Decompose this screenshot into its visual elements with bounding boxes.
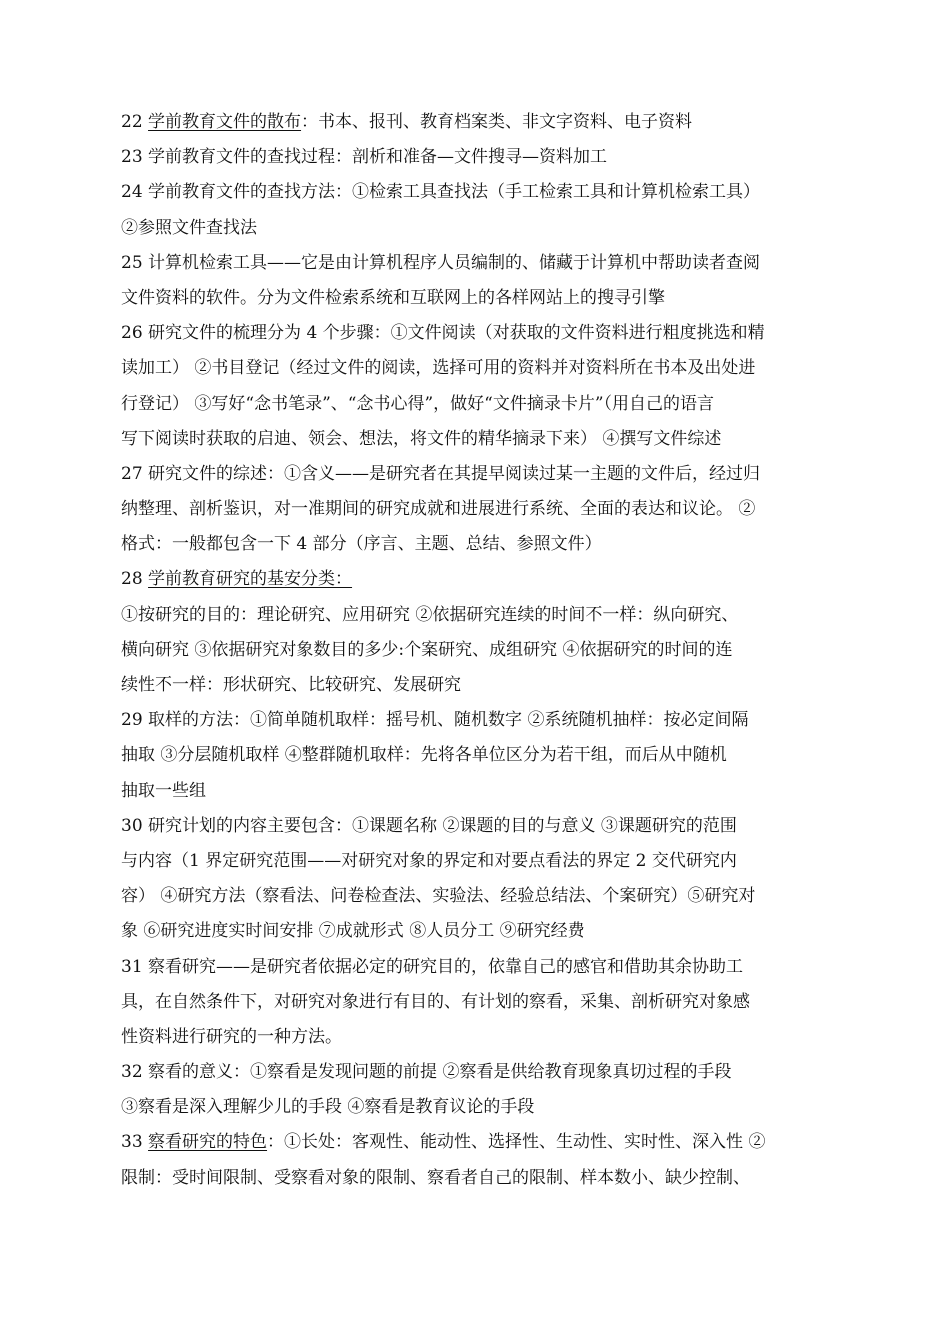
text-run: 横向研究 ③依据研究对象数目的多少:个案研究、成组研究 ④依据研究的时间的连 (121, 639, 733, 660)
text-line (121, 422, 833, 457)
text-line (121, 492, 833, 527)
text-line (121, 316, 833, 351)
text-run: 行登记） ③写好“念书笔录”、“念书心得”，做好“文件摘录卡片”（用自己的语言 (121, 393, 715, 414)
text-line (121, 809, 833, 844)
text-line (121, 457, 833, 492)
text-line (121, 844, 833, 879)
text-run: 22 (121, 112, 149, 132)
text-line (121, 281, 833, 316)
text-run: ③察看是深入理解少儿的手段 ④察看是教育议论的手段 (121, 1097, 535, 1118)
text-line (121, 1020, 833, 1055)
text-run: 28 (121, 569, 149, 590)
text-line (121, 1161, 833, 1196)
text-run: ：书本、报刊、教育档案类、非文字资料、电子资料 (301, 112, 693, 132)
text-line (121, 879, 833, 914)
text-line (121, 1125, 833, 1160)
text-run: 与内容（1 界定研究范围——对研究对象的界定和对要点看法的界定 2 交代研究内 (121, 850, 737, 871)
text-run: 27 研究文件的综述：①含义——是研究者在其提早阅读过某一主题的文件后，经过归 (121, 463, 761, 484)
text-line (121, 211, 833, 246)
text-line (121, 105, 833, 140)
text-line (121, 527, 833, 562)
text-line (121, 351, 833, 386)
text-line (121, 598, 833, 633)
text-run: 抽取 ③分层随机取样 ④整群随机取样：先将各单位区分为若干组，而后从中随机 (121, 745, 727, 766)
text-run: 26 研究文件的梳理分为 4 个步骤：①文件阅读（对获取的文件资料进行粗度挑选和精 (121, 323, 765, 344)
text-line (121, 387, 833, 422)
underlined-heading: 学前教育文件的散布 (148, 112, 302, 132)
underlined-heading: 学前教育研究的基安分类： (148, 569, 353, 590)
underlined-heading: 察看研究的特色 (148, 1132, 268, 1153)
text-line (121, 774, 833, 809)
text-run: 纳整理、剖析鉴识，对一准期间的研究成就和进展进行系统、全面的表达和议论。 ② (121, 499, 756, 520)
text-run: 30 研究计划的内容主要包含：①课题名称 ②课题的目的与意义 ③课题研究的范围 (121, 815, 737, 836)
text-run: 23 学前教育文件的查找过程：剖析和准备—文件搜寻—资料加工 (121, 147, 608, 168)
text-line (121, 1090, 833, 1125)
text-run: 31 察看研究——是研究者依据必定的研究目的，依靠自己的感官和借助其余协助工 (121, 956, 744, 977)
text-line (121, 703, 833, 738)
text-run: 读加工） ②书目登记（经过文件的阅读，选择可用的资料并对资料所在书本及出处进 (121, 358, 756, 379)
text-line (121, 562, 833, 597)
text-run: ②参照文件查找法 (121, 217, 257, 238)
text-run: 容） ④研究方法（察看法、问卷检查法、实验法、经验总结法、个案研究）⑤研究对 (121, 886, 756, 907)
text-line (121, 985, 833, 1020)
text-run: 续性不一样：形状研究、比较研究、发展研究 (121, 675, 461, 695)
text-line (121, 140, 833, 175)
text-line (121, 175, 833, 210)
text-run: 32 察看的意义：①察看是发现问题的前提 ②察看是供给教育现象真切过程的手段 (121, 1062, 732, 1083)
text-line (121, 950, 833, 985)
text-run: 性资料进行研究的一种方法。 (121, 1026, 342, 1047)
text-line (121, 738, 833, 773)
text-run: 象 ⑥研究进度实时间安排 ⑦成就形式 ⑧人员分工 ⑨研究经费 (121, 921, 585, 942)
text-line (121, 914, 833, 949)
text-run: 文件资料的软件。分为文件检索系统和互联网上的各样网站上的搜寻引擎 (121, 287, 665, 308)
text-line (121, 633, 833, 668)
text-run: 写下阅读时获取的启迪、领会、想法，将文件的精华摘录下来） ④撰写文件综述 (121, 428, 722, 449)
text-run: 抽取一些组 (121, 780, 206, 801)
text-run: 33 (121, 1132, 149, 1153)
text-run: 25 计算机检索工具——它是由计算机程序人员编制的、储藏于计算机中帮助读者查阅 (121, 252, 761, 273)
text-run: 29 取样的方法：①简单随机取样：摇号机、随机数字 ②系统随机抽样：按必定间隔 (121, 710, 749, 731)
text-line (121, 246, 833, 281)
text-line (121, 1055, 833, 1090)
document-body (121, 105, 833, 1196)
text-run: 格式：一般都包含一下 4 部分（序言、主题、总结、参照文件） (121, 534, 602, 555)
text-run: 限制：受时间限制、受察看对象的限制、察看者自己的限制、样本数小、缺少控制、 (121, 1167, 750, 1188)
text-run: 24 学前教育文件的查找方法：①检索工具查找法（手工检索工具和计算机检索工具） (121, 182, 761, 203)
text-run: ①按研究的目的：理论研究、应用研究 ②依据研究连续的时间不一样：纵向研究、 (121, 604, 739, 625)
text-run: 具，在自然条件下，对研究对象进行有目的、有计划的察看，采集、剖析研究对象感 (121, 991, 750, 1012)
text-line (121, 668, 833, 703)
text-run: ：①长处：客观性、能动性、选择性、生动性、实时性、深入性 ② (267, 1132, 766, 1153)
